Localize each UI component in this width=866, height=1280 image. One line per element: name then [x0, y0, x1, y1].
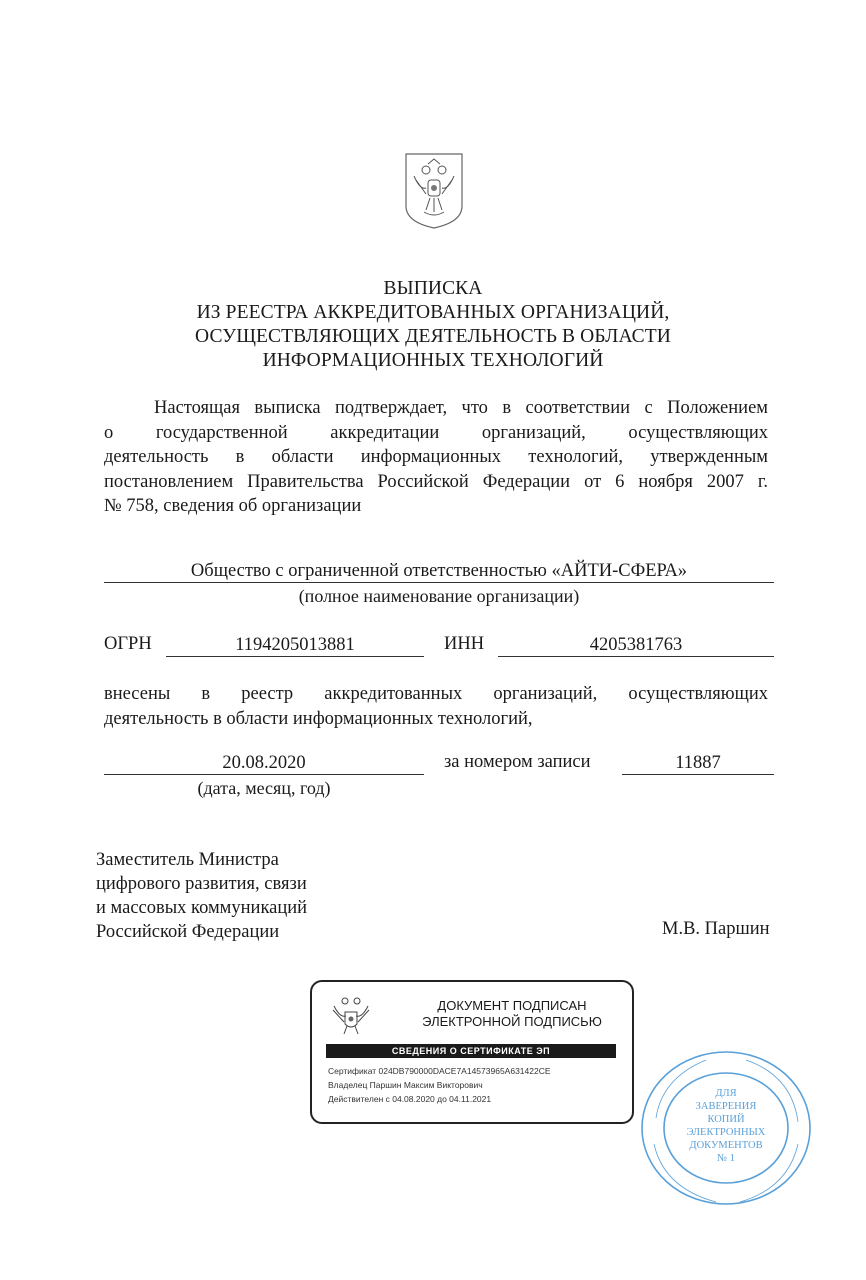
entered-paragraph: [104, 682, 768, 731]
intro-line: постановлением Правительства Российской Федерации от 6 ноября 2007 г.: [104, 471, 768, 492]
signatory-line: цифрового развития, связи: [96, 874, 307, 894]
coat-of-arms-icon: [330, 992, 372, 1036]
ogrn-value: 1194205013881: [166, 634, 424, 657]
round-seal: [636, 1048, 816, 1208]
signatory-line: и массовых коммуникаций: [96, 898, 308, 918]
seal-text-line: ЭЛЕКТРОННЫХ: [686, 1127, 766, 1138]
record-number: 11887: [622, 752, 774, 775]
document-title: [0, 277, 866, 373]
intro-line: о государственной аккредитации организаций, осуществляющих: [104, 422, 768, 443]
record-label: за номером записи: [444, 752, 591, 772]
registration-date: 20.08.2020: [104, 752, 424, 775]
signatory-line: Российской Федерации: [96, 922, 280, 942]
e-signature-title-line: ЭЛЕКТРОННОЙ ПОДПИСЬЮ: [422, 1014, 602, 1029]
certificate-number: Сертификат 024DB790000DACE7A14573965A631422CE: [328, 1066, 551, 1076]
inn-value: 4205381763: [498, 634, 774, 657]
title-line: ОСУЩЕСТВЛЯЮЩИХ ДЕЯТЕЛЬНОСТЬ В ОБЛАСТИ: [195, 326, 671, 347]
ogrn-label: ОГРН: [104, 634, 152, 654]
certificate-validity: Действителен с 04.08.2020 до 04.11.2021: [328, 1094, 492, 1104]
inn-label: ИНН: [444, 634, 485, 654]
entered-line: внесены в реестр аккредитованных организаций, осуществляющих: [104, 684, 768, 704]
certificate-info-bar: СВЕДЕНИЯ О СЕРТИФИКАТЕ ЭП: [326, 1044, 616, 1058]
seal-text-line: № 1: [717, 1153, 735, 1164]
intro-line: деятельность в области информационных технологий, утвержденным: [104, 447, 768, 467]
signatory-name: М.В. Паршин: [662, 919, 770, 939]
certificate-details: [328, 1064, 551, 1106]
organization-name: Общество с ограниченной ответственностью «АЙТИ-СФЕРА»: [104, 560, 774, 583]
seal-text-line: ЗАВЕРЕНИЯ: [695, 1101, 757, 1112]
entered-line: деятельность в области информационных технологий,: [104, 708, 533, 729]
organization-caption: (полное наименование организации): [298, 586, 580, 606]
seal-text-line: ДЛЯ: [715, 1088, 737, 1099]
intro-line: Настоящая выписка подтверждает, что в соответствии с Положением: [154, 398, 768, 418]
intro-line: № 758, сведения об организации: [104, 496, 362, 516]
seal-text-line: КОПИЙ: [707, 1114, 745, 1125]
signatory-title: [96, 848, 307, 944]
title-line: ВЫПИСКА: [383, 278, 483, 299]
intro-paragraph: [104, 396, 768, 519]
coat-of-arms-icon: [402, 150, 466, 230]
e-signature-title-line: ДОКУМЕНТ ПОДПИСАН: [437, 998, 587, 1013]
certificate-owner: Владелец Паршин Максим Викторович: [328, 1080, 483, 1090]
title-line: ИНФОРМАЦИОННЫХ ТЕХНОЛОГИЙ: [262, 350, 604, 371]
date-caption: (дата, месяц, год): [197, 778, 331, 798]
seal-text-line: ДОКУМЕНТОВ: [689, 1140, 763, 1151]
signatory-line: Заместитель Министра: [96, 850, 279, 870]
e-signature-stamp: [310, 980, 634, 1124]
e-signature-title: [402, 998, 622, 1030]
title-line: ИЗ РЕЕСТРА АККРЕДИТОВАННЫХ ОРГАНИЗАЦИЙ,: [196, 302, 670, 323]
